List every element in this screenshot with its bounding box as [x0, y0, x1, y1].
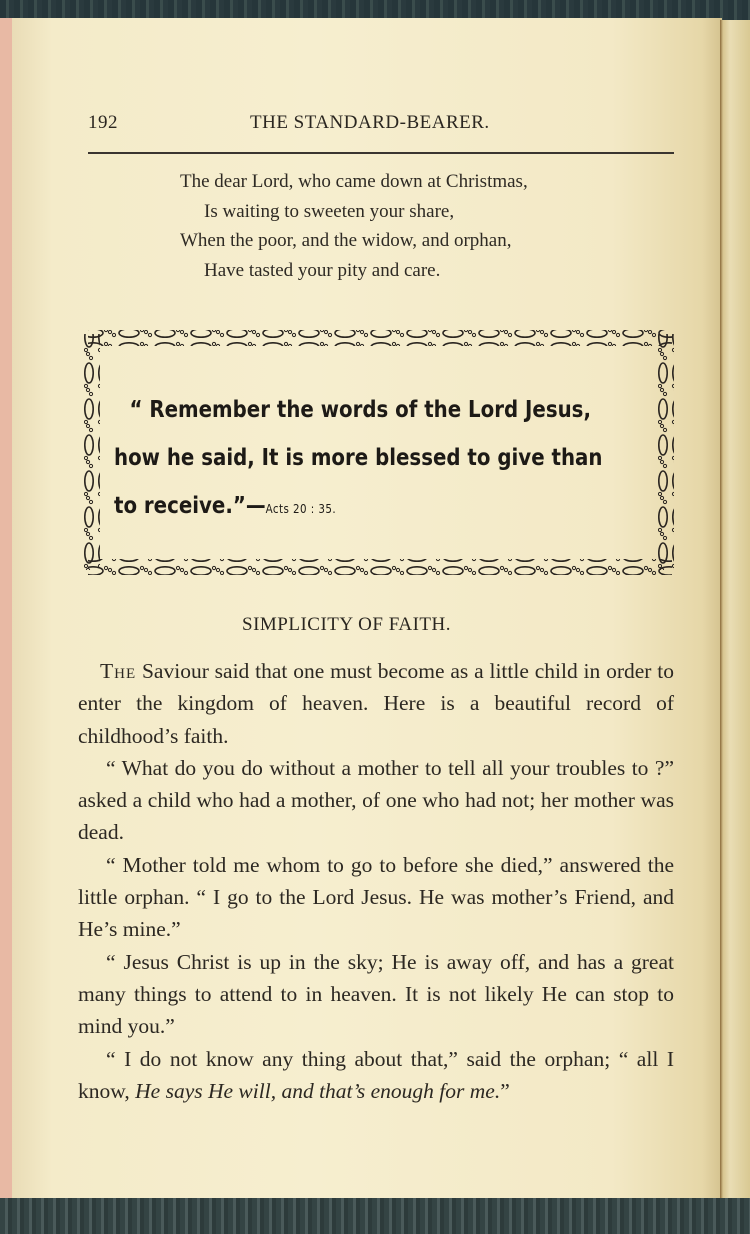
book-binding-bottom: [0, 1198, 750, 1234]
running-head: THE STANDARD-BEARER.: [250, 112, 490, 133]
border-bottom: [88, 559, 672, 575]
closing-quote: ”: [500, 1078, 510, 1103]
paragraph: “ What do you do without a mother to tell all your troubles to ?” asked a child who had a mother, of one who had not; her mother was dead.: [78, 755, 674, 845]
paragraph: “ Jesus Christ is up in the sky; He is away off, and has a great many things to attend to in heaven. It is not likely He can stop to mind you.”: [78, 949, 674, 1039]
quote-line-last: [114, 482, 654, 533]
quote-line: to receive.”—: [114, 493, 266, 519]
border-left: [84, 334, 100, 570]
paragraph-text: Saviour said that one must become as a little child in order to enter the kingdom of heaven. Here is a beautiful record of childhood’s faith.: [78, 659, 674, 748]
page-header: [88, 108, 674, 142]
border-right: [658, 334, 674, 570]
italic-emphasis: He says He will, and that’s enough for me.: [135, 1078, 501, 1103]
poem-line: When the poor, and the widow, and orphan,: [180, 230, 512, 251]
header-rule: [88, 152, 674, 154]
page-edge: [720, 20, 750, 1200]
quote-line: “ Remember the words of the Lord Jesus,: [129, 397, 591, 423]
lead-word: The: [100, 659, 137, 683]
paragraph: [78, 1043, 674, 1108]
poem-line: Have tasted your pity and care.: [204, 259, 441, 281]
border-top: [88, 330, 672, 346]
poem-line: Is waiting to sweeten your share,: [204, 200, 455, 222]
quote-line: how he said, It is more blessed to give than: [114, 445, 603, 471]
scripture-reference: Acts 20 : 35.: [265, 502, 337, 516]
body-text: [78, 655, 674, 1107]
paragraph: [78, 655, 674, 752]
section-title: SIMPLICITY OF FAITH.: [242, 614, 451, 635]
scripture-quote: [114, 386, 654, 533]
poem-line: The dear Lord, who came down at Christmas,: [180, 171, 528, 192]
paragraph: “ Mother told me whom to go to before she died,” answered the little orphan. “ I go to the Lord Jesus. He was mother’s Friend, and He’s mine.”: [78, 852, 674, 942]
poem-stanza: [180, 167, 680, 285]
paragraph-text: “ I do not know any thing about that,” said the orphan; “ all I know,: [78, 1046, 674, 1103]
page-number: 192: [88, 112, 118, 133]
